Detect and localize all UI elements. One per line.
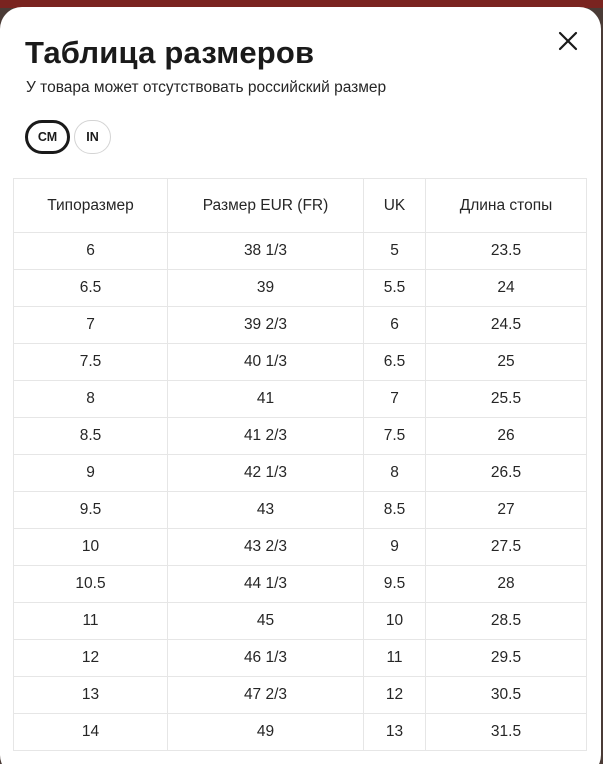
cell-eur-size: 45 — [168, 603, 364, 640]
table-row — [14, 344, 587, 381]
cell-uk-size: 6.5 — [364, 344, 426, 381]
table-row — [14, 418, 587, 455]
cell-type-size: 7 — [14, 307, 168, 344]
cell-foot-length: 30.5 — [426, 677, 587, 714]
cell-eur-size: 41 — [168, 381, 364, 418]
cell-uk-size: 10 — [364, 603, 426, 640]
cell-uk-size: 8 — [364, 455, 426, 492]
cell-uk-size: 5.5 — [364, 270, 426, 307]
cell-uk-size: 11 — [364, 640, 426, 677]
cell-eur-size: 40 1/3 — [168, 344, 364, 381]
cell-foot-length: 27 — [426, 492, 587, 529]
size-table-body — [14, 233, 587, 751]
cell-eur-size: 39 2/3 — [168, 307, 364, 344]
cell-uk-size: 12 — [364, 677, 426, 714]
close-button[interactable] — [553, 26, 583, 56]
table-row — [14, 714, 587, 751]
table-row — [14, 307, 587, 344]
table-row — [14, 640, 587, 677]
table-row — [14, 233, 587, 270]
unit-button-cm[interactable]: СМ — [25, 120, 70, 154]
table-row — [14, 492, 587, 529]
size-chart-modal — [0, 7, 601, 764]
column-header-eur-size: Размер EUR (FR) — [168, 179, 364, 233]
cell-uk-size: 7.5 — [364, 418, 426, 455]
size-table-container — [13, 178, 586, 751]
cell-eur-size: 49 — [168, 714, 364, 751]
cell-type-size: 11 — [14, 603, 168, 640]
cell-eur-size: 39 — [168, 270, 364, 307]
cell-foot-length: 28.5 — [426, 603, 587, 640]
column-header-uk-size: UK — [364, 179, 426, 233]
cell-type-size: 8.5 — [14, 418, 168, 455]
table-row — [14, 529, 587, 566]
table-row — [14, 381, 587, 418]
cell-type-size: 9 — [14, 455, 168, 492]
unit-button-in[interactable]: IN — [74, 120, 111, 154]
cell-eur-size: 38 1/3 — [168, 233, 364, 270]
cell-uk-size: 7 — [364, 381, 426, 418]
cell-foot-length: 25 — [426, 344, 587, 381]
cell-uk-size: 9 — [364, 529, 426, 566]
cell-type-size: 10 — [14, 529, 168, 566]
cell-type-size: 9.5 — [14, 492, 168, 529]
table-row — [14, 603, 587, 640]
cell-eur-size: 44 1/3 — [168, 566, 364, 603]
cell-type-size: 10.5 — [14, 566, 168, 603]
table-row — [14, 566, 587, 603]
column-header-type-size: Типоразмер — [14, 179, 168, 233]
cell-uk-size: 13 — [364, 714, 426, 751]
cell-type-size: 14 — [14, 714, 168, 751]
cell-type-size: 8 — [14, 381, 168, 418]
cell-uk-size: 9.5 — [364, 566, 426, 603]
cell-type-size: 6 — [14, 233, 168, 270]
modal-subtitle: У товара может отсутствовать российский размер — [26, 79, 387, 96]
cell-type-size: 7.5 — [14, 344, 168, 381]
cell-foot-length: 28 — [426, 566, 587, 603]
cell-foot-length: 24 — [426, 270, 587, 307]
cell-foot-length: 24.5 — [426, 307, 587, 344]
cell-uk-size: 5 — [364, 233, 426, 270]
cell-foot-length: 23.5 — [426, 233, 587, 270]
cell-uk-size: 8.5 — [364, 492, 426, 529]
table-header-row — [14, 179, 587, 233]
cell-foot-length: 27.5 — [426, 529, 587, 566]
cell-eur-size: 47 2/3 — [168, 677, 364, 714]
cell-foot-length: 26 — [426, 418, 587, 455]
modal-title: Таблица размеров — [25, 35, 315, 70]
cell-type-size: 6.5 — [14, 270, 168, 307]
cell-eur-size: 41 2/3 — [168, 418, 364, 455]
table-row — [14, 270, 587, 307]
cell-eur-size: 43 2/3 — [168, 529, 364, 566]
cell-uk-size: 6 — [364, 307, 426, 344]
cell-foot-length: 26.5 — [426, 455, 587, 492]
cell-type-size: 12 — [14, 640, 168, 677]
cell-eur-size: 46 1/3 — [168, 640, 364, 677]
cell-eur-size: 43 — [168, 492, 364, 529]
table-row — [14, 677, 587, 714]
unit-toggle — [25, 120, 111, 154]
cell-foot-length: 25.5 — [426, 381, 587, 418]
cell-eur-size: 42 1/3 — [168, 455, 364, 492]
size-table — [13, 178, 587, 751]
table-row — [14, 455, 587, 492]
cell-foot-length: 31.5 — [426, 714, 587, 751]
close-icon — [553, 26, 583, 56]
cell-type-size: 13 — [14, 677, 168, 714]
column-header-foot-length: Длина стопы — [426, 179, 587, 233]
cell-foot-length: 29.5 — [426, 640, 587, 677]
